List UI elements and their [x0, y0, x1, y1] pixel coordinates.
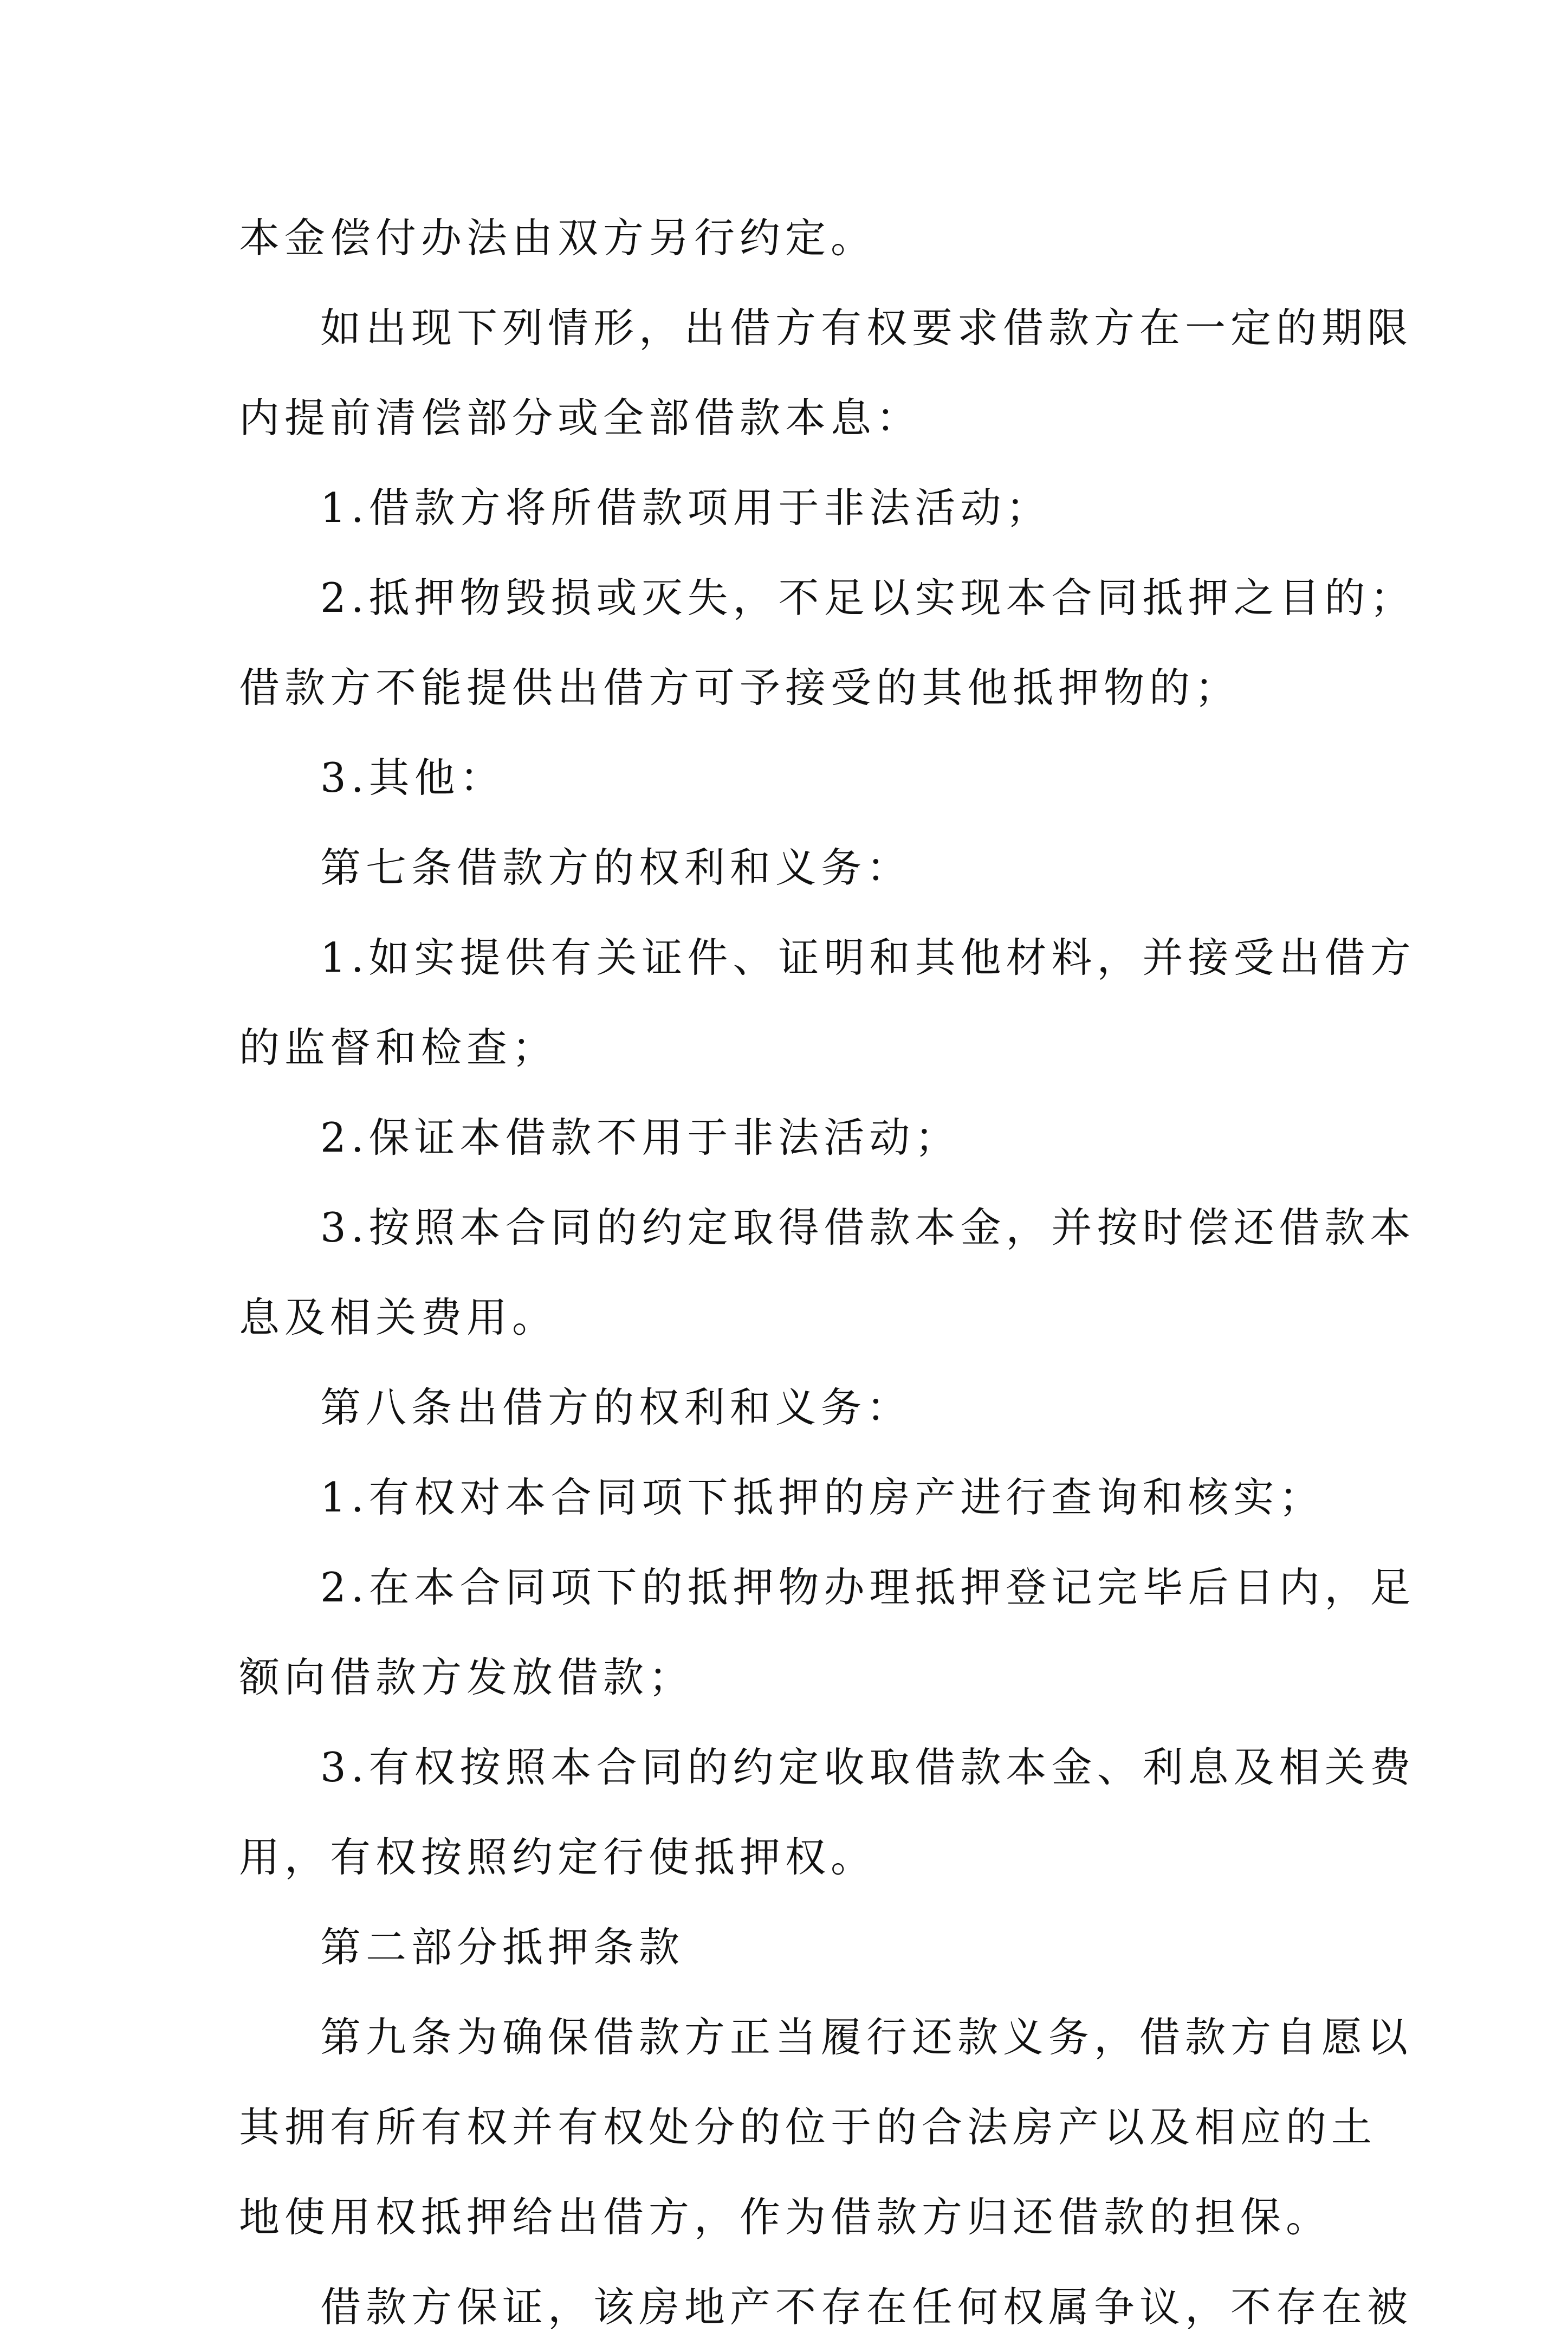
- text-line-24: 借款方保证，该房地产不存在任何权属争议，不存在被: [320, 2283, 1413, 2331]
- document-body: [239, 193, 1416, 2352]
- text-line-4: 1.借款方将所借款项用于非法活动；: [320, 484, 1052, 532]
- article-heading-7: 第七条借款方的权利和义务：: [320, 844, 912, 891]
- text-line-3: 内提前清偿部分或全部借款本息：: [239, 394, 922, 442]
- text-line-18: 3.有权按照本合同的约定收取借款本金、利息及相关费: [320, 1743, 1416, 1791]
- text-line-5: 2.抵押物毁损或灭失，不足以实现本合同抵押之目的；: [320, 574, 1416, 622]
- text-line-11: 2.保证本借款不用于非法活动；: [320, 1114, 961, 1161]
- text-line-7: 3.其他：: [320, 754, 506, 802]
- section-heading-part-2: 第二部分抵押条款: [320, 1923, 685, 1971]
- text-line-16: 2.在本合同项下的抵押物办理抵押登记完毕后日内，足: [320, 1563, 1416, 1611]
- text-line-13: 息及相关费用。: [239, 1294, 558, 1341]
- text-line-23: 地使用权抵押给出借方，作为借款方归还借款的担保。: [239, 2193, 1332, 2241]
- text-line-15: 1.有权对本合同项下抵押的房产进行查询和核实；: [320, 1474, 1325, 1521]
- article-heading-9: 第九条为确保借款方正当履行还款义务，借款方自愿以: [320, 2013, 1413, 2061]
- text-line-10: 的监督和检查；: [239, 1024, 558, 1071]
- text-line-12: 3.按照本合同的约定取得借款本金，并按时偿还借款本: [320, 1204, 1416, 1251]
- text-line-1: 本金偿付办法由双方另行约定。: [239, 214, 877, 262]
- text-line-22: 其拥有所有权并有权处分的位于的合法房产以及相应的土: [239, 2103, 1377, 2151]
- article-heading-8: 第八条出借方的权利和义务：: [320, 1384, 912, 1431]
- text-line-2: 如出现下列情形，出借方有权要求借款方在一定的期限: [320, 304, 1413, 352]
- text-line-19: 用，有权按照约定行使抵押权。: [239, 1833, 877, 1881]
- text-line-6: 借款方不能提供出借方可予接受的其他抵押物的；: [239, 664, 1241, 712]
- text-line-17: 额向借款方发放借款；: [239, 1653, 695, 1701]
- text-line-9: 1.如实提供有关证件、证明和其他材料，并接受出借方: [320, 934, 1416, 981]
